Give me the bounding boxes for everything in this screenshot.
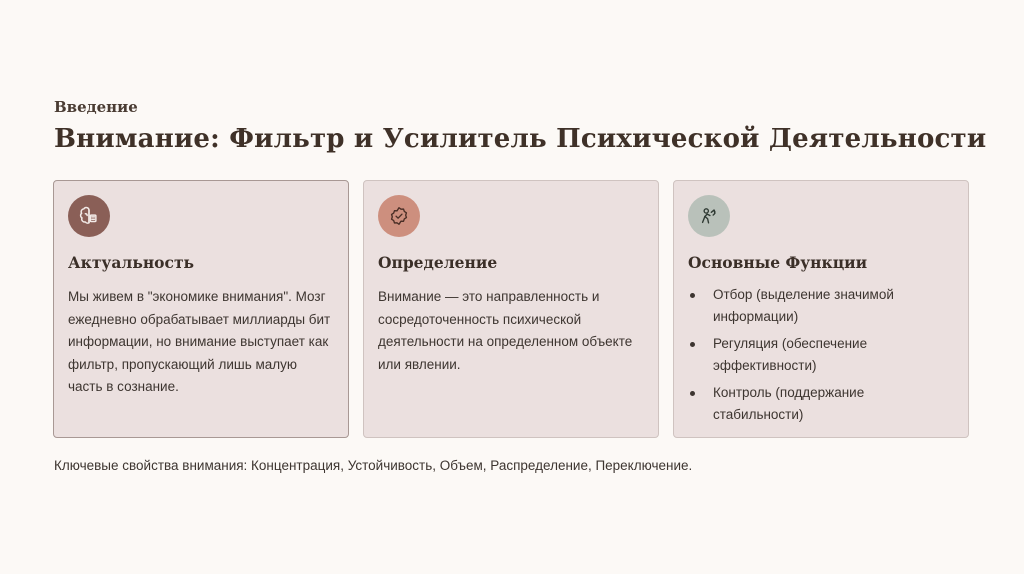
bullet-dot [690,391,695,396]
card-heading: Определение [378,253,498,272]
footnote: Ключевые свойства внимания: Концентрация, Устойчивость, Объем, Распределение, Переключение. [54,458,693,473]
section-label: Введение [54,98,138,116]
card-heading: Основные Функции [688,253,868,272]
list-item-text: Регуляция (обеспечение эффективности) [713,336,868,373]
card-icon-circle [68,195,110,237]
list-item [688,284,952,328]
brain-icon [78,205,100,227]
card-heading: Актуальность [68,253,195,272]
bullet-dot [690,293,695,298]
card-icon-circle [378,195,420,237]
card-definition [363,180,659,438]
person-arrows-icon [698,205,720,227]
card-functions [673,180,969,438]
functions-list [688,284,952,426]
card-text: Внимание — это направленность и сосредоточенность психической деятельности на определенном объекте или явлении. [378,289,633,372]
bullet-dot [690,342,695,347]
card-text: Мы живем в "экономике внимания". Мозг ежедневно обрабатывает миллиарды бит информации, но внимание выступает как фильтр, пропускающий лишь малую часть в сознание. [68,289,331,394]
badge-check-icon [388,205,410,227]
list-item [688,382,952,426]
cards-row [53,180,969,438]
card-icon-circle [688,195,730,237]
list-item-text: Контроль (поддержание стабильности) [713,385,865,422]
card-relevance [53,180,349,438]
list-item [688,333,952,377]
list-item-text: Отбор (выделение значимой информации) [713,287,894,324]
page-title: Внимание: Фильтр и Усилитель Психической Деятельности [54,124,987,154]
